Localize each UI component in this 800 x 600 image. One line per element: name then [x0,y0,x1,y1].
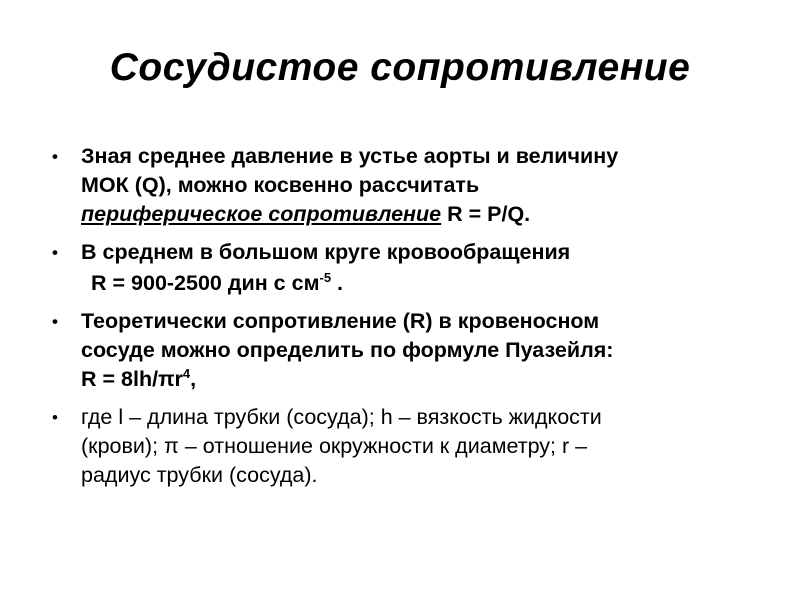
formula-r-pq: R = P/Q. [441,202,531,226]
exponent: 4 [182,365,191,381]
bullet-text-line: В среднем в большом круге кровообращения [81,240,571,264]
resistance-range-text: R = 900-2500 дин с см [91,271,320,295]
poiseuille-formula: R = 8lh/πr [81,367,183,391]
bullet-text-line: где l – длина трубки (сосуда); h – вязкость жидкости [81,405,602,429]
bullet-item-resistance-calc [48,142,768,229]
slide-title: Сосудистое сопротивление [109,46,691,89]
resistance-range-line [48,269,768,298]
bullet-item-systemic-circulation [48,238,768,267]
formula-tail: , [190,367,197,391]
bullet-item-poiseuille [48,307,768,394]
bullet-dot: • [52,243,58,262]
bullet-text-line: Зная среднее давление в устье аорты и величину [81,144,619,168]
bullet-dot: • [52,408,58,427]
bullet-list [48,142,768,499]
bullet-text-line: радиус трубки (сосуда). [81,463,318,487]
bullet-text-line: Теоретически сопротивление (R) в кровеносном [81,309,600,333]
peripheral-resistance-term: периферическое сопротивление [81,202,442,226]
bullet-text-line: МОК (Q), можно косвенно рассчитать [81,173,480,197]
bullet-dot: • [52,312,58,331]
exponent: -5 [319,269,332,285]
bullet-dot: • [52,147,58,166]
bullet-text-line: сосуде можно определить по формуле Пуазейля: [81,338,614,362]
range-tail: . [331,271,343,295]
bullet-item-legend [48,403,768,490]
bullet-text-line: (крови); π – отношение окружности к диаметру; r – [81,434,588,458]
